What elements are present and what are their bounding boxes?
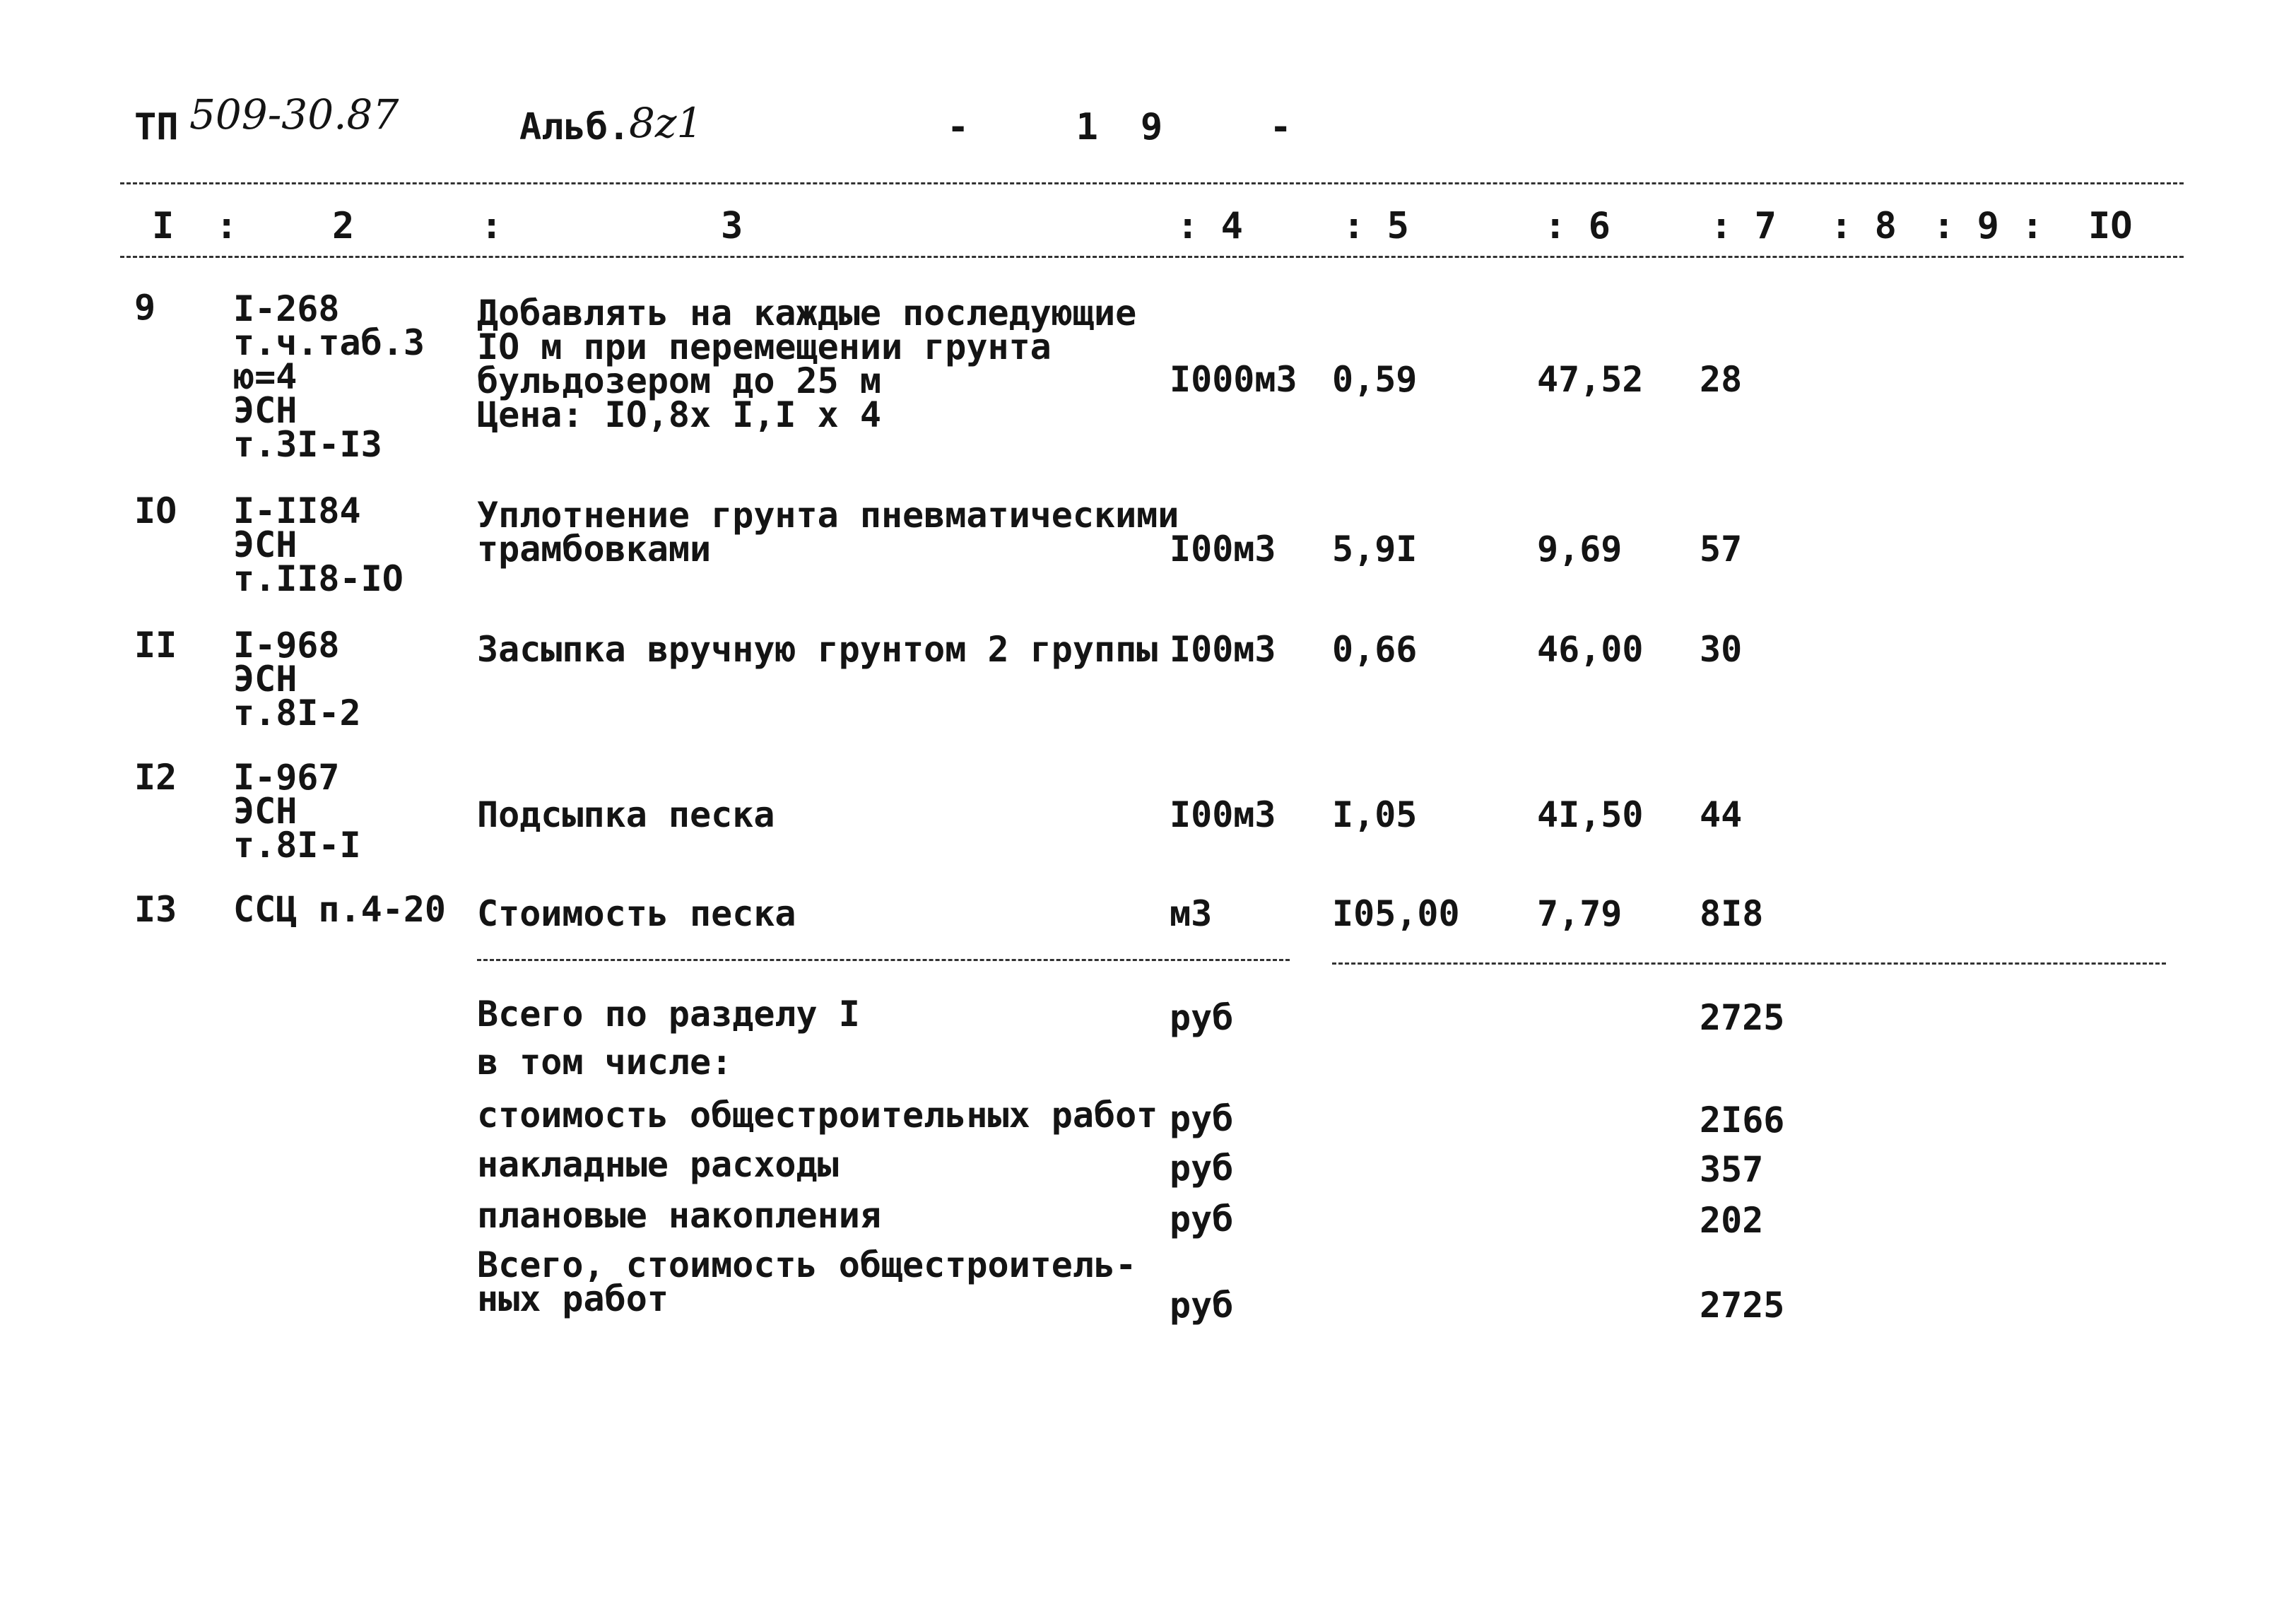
row-unit-price: 9,69 (1537, 529, 1623, 570)
row-code: т.3I-I3 (233, 424, 382, 465)
row-code: I-967 (233, 757, 340, 798)
row-code: I-968 (233, 625, 340, 666)
row-total: 57 (1700, 529, 1743, 570)
row-unit: I00м3 (1170, 529, 1276, 570)
row-number: I2 (134, 757, 177, 798)
series-number: 509-30.87 (189, 90, 399, 139)
album-label: Альб. (519, 106, 630, 148)
row-unit-price: 47,52 (1537, 359, 1644, 400)
col-header-2: 2 (332, 205, 355, 247)
row-total: 44 (1700, 794, 1743, 835)
row-code: т.ч.таб.3 (233, 322, 425, 363)
summary-label: Всего по разделу I (477, 994, 860, 1035)
row-description: IO м при перемещении грунта (477, 326, 1052, 367)
row-code: т.II8-IO (233, 558, 404, 599)
row-description: Засыпка вручную грунтом 2 группы (477, 629, 1158, 670)
row-number: 9 (134, 287, 156, 328)
row-code: I-268 (233, 288, 340, 329)
row-description: Стоимость песка (477, 893, 796, 934)
row-quantity: I05,00 (1332, 893, 1460, 934)
summary-value: 2725 (1700, 997, 1785, 1038)
row-unit: I00м3 (1170, 794, 1276, 835)
summary-value: 2725 (1700, 1285, 1785, 1326)
summary-label: Всего, стоимость общестроитель- (477, 1244, 1137, 1285)
row-description: Цена: IO,8х I,I х 4 (477, 394, 881, 435)
col-header-6: : 6 (1544, 205, 1611, 247)
row-code: т.8I-I (233, 825, 361, 866)
row-unit-price: 7,79 (1537, 893, 1623, 934)
col-header-sep-1: : (216, 205, 238, 247)
row-unit: I000м3 (1170, 359, 1297, 400)
row-number: IO (134, 490, 177, 531)
summary-unit: руб (1170, 1098, 1234, 1139)
row-total: 30 (1700, 629, 1743, 670)
row-number: I3 (134, 889, 177, 930)
summary-value: 2I66 (1700, 1100, 1785, 1141)
summary-label: накладные расходы (477, 1144, 839, 1185)
row-code: ЭСН (233, 791, 298, 832)
row-description: Уплотнение грунта пневматическими (477, 495, 1179, 536)
row-description: Добавлять на каждые последующие (477, 293, 1137, 334)
row-unit: м3 (1170, 893, 1213, 934)
subtotal-rule-left (477, 959, 1290, 961)
row-code: I-II84 (233, 490, 361, 531)
summary-label: плановые накопления (477, 1195, 881, 1236)
col-header-5: : 5 (1343, 205, 1409, 247)
subtotal-rule-right (1332, 962, 2166, 965)
summary-label: стоимость общестроительных работ (477, 1095, 1158, 1136)
row-quantity: I,05 (1332, 794, 1418, 835)
row-unit: I00м3 (1170, 629, 1276, 670)
header-bottom-rule (120, 256, 2184, 258)
col-header-8: : 8 (1830, 205, 1897, 247)
row-code: ЭСН (233, 390, 298, 431)
col-header-9: : 9 : (1933, 205, 2044, 247)
row-description: трамбовками (477, 529, 712, 570)
summary-unit: руб (1170, 1198, 1234, 1239)
album-number: 8z1 (629, 99, 703, 147)
row-code: ЭСН (233, 524, 298, 565)
row-quantity: 5,9I (1332, 529, 1418, 570)
series-prefix: ТП (134, 106, 179, 148)
summary-unit: руб (1170, 1148, 1234, 1189)
row-code: ю=4 (233, 356, 298, 397)
row-number: II (134, 625, 177, 666)
header-top-rule (120, 182, 2184, 184)
row-description: бульдозером до 25 м (477, 360, 881, 401)
summary-label: в том числе: (477, 1042, 733, 1083)
row-quantity: 0,66 (1332, 629, 1418, 670)
row-code: ЭСН (233, 659, 298, 700)
row-code: т.8I-2 (233, 693, 361, 734)
row-unit-price: 4I,50 (1537, 794, 1644, 835)
summary-value: 202 (1700, 1200, 1764, 1241)
col-header-3: 3 (721, 205, 743, 247)
col-header-4: : 4 (1177, 205, 1243, 247)
col-header-sep-2: : (481, 205, 503, 247)
row-code: ССЦ п.4-20 (233, 889, 447, 930)
col-header-10: IO (2088, 205, 2133, 247)
row-unit-price: 46,00 (1537, 629, 1644, 670)
summary-value: 357 (1700, 1149, 1764, 1190)
col-header-1: I (152, 205, 175, 247)
summary-unit: руб (1170, 1285, 1234, 1326)
row-total: 28 (1700, 359, 1743, 400)
col-header-7: : 7 (1710, 205, 1777, 247)
row-total: 8I8 (1700, 893, 1764, 934)
summary-unit: руб (1170, 997, 1234, 1038)
summary-label: ных работ (477, 1278, 669, 1319)
page-number: - 19 - (947, 106, 1334, 148)
row-description: Подсыпка песка (477, 794, 775, 835)
row-quantity: 0,59 (1332, 359, 1418, 400)
